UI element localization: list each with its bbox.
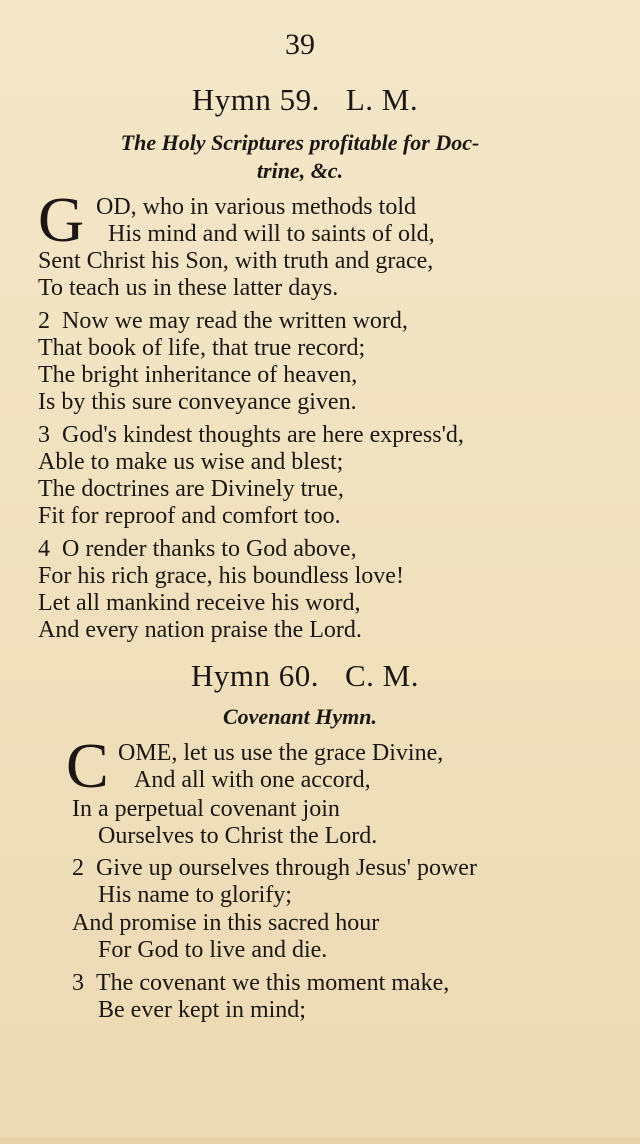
hymn-60-number: Hymn 60. [191, 658, 319, 693]
hymn-60-verse-1-line-3: In a perpetual covenant join [72, 796, 340, 822]
hymn-59-verse-2-number: 2 [38, 308, 50, 334]
hymn-59-verse-4-line-4: And every nation praise the Lord. [38, 617, 362, 643]
hymn-59-drop-cap: G [38, 184, 85, 255]
hymn-59-verse-2-line-1: 2 Now we may read the written word, [38, 308, 408, 334]
hymn-59-verse-1-line-2: His mind and will to saints of old, [108, 221, 435, 247]
hymn-60-drop-cap: C [66, 730, 109, 801]
hymn-59-verse-4-line-3: Let all mankind receive his word, [38, 590, 361, 616]
hymn-60-verse-3-line-2: Be ever kept in mind; [98, 997, 306, 1023]
hymn-60-verse-3-line-1: 3 The covenant we this moment make, [72, 970, 450, 996]
hymn-59-verse-3-line-3: The doctrines are Divinely true, [38, 476, 344, 502]
hymn-59-verse-3-line-1: 3 God's kindest thoughts are here express'd, [38, 422, 464, 448]
hymn-59-verse-3-line-2: Able to make us wise and blest; [38, 449, 344, 475]
page-edge [0, 1138, 640, 1144]
hymn-59-verse-4-line-1: 4 O render thanks to God above, [38, 536, 357, 562]
hymn-59-verse-2-line-3: The bright inheritance of heaven, [38, 362, 358, 388]
page-number: 39 [285, 28, 315, 61]
hymn-59-verse-4-line-2: For his rich grace, his boundless love! [38, 563, 404, 589]
hymn-59-subtitle-line-1: The Holy Scriptures profitable for Doc- [120, 130, 480, 155]
hymn-60-verse-3-number: 3 [72, 970, 84, 996]
hymn-59-verse-2-line-2: That book of life, that true record; [38, 335, 366, 361]
hymn-60-verse-2-line-1: 2 Give up ourselves through Jesus' power [72, 855, 477, 881]
hymn-59-subtitle-line-2: trine, &c. [256, 158, 344, 183]
hymn-60-verse-1-line-4: Ourselves to Christ the Lord. [98, 823, 378, 849]
hymn-60-verse-1-line-2: And all with one accord, [134, 767, 371, 793]
hymn-59-verse-1-line-4: To teach us in these latter days. [38, 275, 339, 301]
hymn-59-verse-4-number: 4 [38, 536, 50, 562]
hymn-60-verse-2-line-4: For God to live and die. [98, 937, 328, 963]
hymn-59-verse-1-line-1: OD, who in various methods told [96, 194, 416, 220]
hymn-59-heading [0, 82, 610, 118]
hymn-59-verse-3-line-4: Fit for reproof and comfort too. [38, 503, 341, 529]
hymn-60-verse-2-line-2: His name to glorify; [98, 882, 292, 908]
hymn-60-verse-2-number: 2 [72, 855, 84, 881]
hymn-59-verse-3-number: 3 [38, 422, 50, 448]
hymn-59-verse-2-line-4: Is by this sure conveyance given. [38, 389, 357, 415]
hymn-60-verse-2-line-3: And promise in this sacred hour [72, 910, 380, 936]
hymn-60-meter: C. M. [345, 658, 419, 693]
hymn-60-subtitle: Covenant Hymn. [222, 704, 377, 729]
hymn-60-verse-1-line-1: OME, let us use the grace Divine, [118, 740, 444, 766]
hymn-59-verse-1-line-3: Sent Christ his Son, with truth and grace, [38, 248, 434, 274]
hymn-59-meter: L. M. [345, 82, 419, 117]
hymn-59-number: Hymn 59. [191, 82, 320, 117]
hymn-60-heading [0, 658, 610, 694]
